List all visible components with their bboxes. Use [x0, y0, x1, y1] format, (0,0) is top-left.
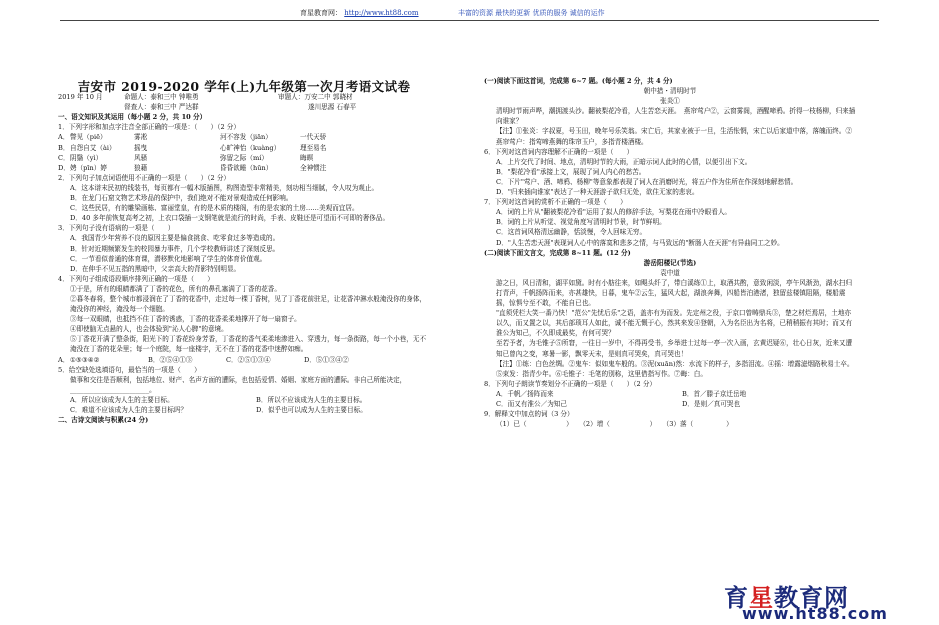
exam-proposer: 命题人：泰和三中 钟唯勇 — [124, 93, 199, 102]
question-line: ③每一双眼睛，也抵挡不住丁香的诱惑，丁香的花香柔柔地撑开了每一扇窗子。 — [70, 315, 301, 324]
question-line: A．词的上片从"翻被梨花冷看"运用了拟人的修辞手法，写梨花在雨中冷眼看人。 — [496, 208, 732, 217]
question-line: 【注】①练：白色丝绸。②鬼车：似如鬼车般的。③泥(xuān)然：水流下的样子，多指泪流。④摇：增露滤烟路秋易士卒。⑤束发：指青少年。⑥毛锥子：毛笔的别称，这里借指写作。⑦晦：白。 — [496, 359, 854, 378]
option-cell: B． — [58, 143, 70, 152]
option-cell: A． — [58, 133, 70, 142]
option-cell: C． — [58, 153, 70, 162]
option-cell: 全神惯注 — [300, 163, 327, 172]
exam-title: 吉安市 2019-2020 学年(上)九年级第一次月考语文试卷 — [77, 79, 411, 94]
watermark-logo — [700, 578, 930, 622]
option-cell: 弥留之际（mí） — [220, 153, 268, 162]
question-line: B．在龙门石窟文物艺术珍品的保护中，我们绝对不能对景观造成任何影响。 — [70, 194, 293, 203]
question-line: C．下片"莺户、酒、啼鸦、杨柳"等意象都表现了词人在消磨时光，将五户作为住所在作深刻地解愁情。 — [496, 177, 798, 186]
exam-date: 2019 年 10 月 — [58, 93, 103, 102]
question-line: ⑤丁香花开满了整条街，阳光下的丁香花纷身芳香，丁香花的香气柔柔地渗进入、穿透力，每一条街路，每一个小巷，无不淹没在丁香的花朵里；每一个庭院，每一座楼宇，无不在丁香的花香中迷醉如痴。 — [70, 335, 427, 354]
question-stem: 1．下列字形和加点字注音全部正确的一项是：（ ）（2 分） — [58, 123, 240, 132]
question-line: A．我国青少年营养不良的原因主要是偏食挑食、吃零食过多等造成的。 — [70, 234, 280, 243]
watermark-char-rest: 教育网 — [774, 584, 849, 612]
question-line: 【注】①张炎：字叔夏，号玉田，晚年号乐笑翁。宋亡后，其家业被于一旦，生活怅惘，宋亡以后家道中落，落魄而终。②燕帘莺户：指莺啼燕舞的珠帘玉户，多指青楼酒楼。 — [496, 127, 853, 146]
option-cell: A． — [58, 355, 70, 364]
option-cell: 狼藉 — [134, 163, 148, 172]
question-line: A．上片交代了时间、地点，清明时节的大雨，正暗示词人此时的心情，以便引出下文。 — [496, 157, 752, 166]
option-cell: 雾凇 — [134, 133, 148, 142]
question-line: C．这些民居，有的雕梁画栋、富丽堂皇，有的是木质的楼阁，有的是农家的土房……美观而宜居。 — [70, 204, 359, 213]
section-heading: 一、语文知识及其运用（每小题 2 分，共 10 分） — [58, 113, 207, 122]
site-link-line — [300, 8, 419, 18]
left-question-list — [58, 112, 430, 425]
exam-reviewer: 审题人：万安二中 郭晓材 — [278, 93, 353, 102]
option-row — [58, 153, 430, 163]
centered-line: 朝中措・清明时节 — [643, 87, 697, 96]
option-row — [58, 132, 430, 142]
question-stem: 2．下列句子加点词语使用不正确的一项是（ ）（2 分） — [58, 173, 231, 182]
passage-title: 游岳阳楼记(节选) — [643, 258, 697, 267]
right-question-list — [484, 76, 856, 429]
option-cell: 心旷神怡（kuàng） — [220, 143, 281, 152]
option-cell: B．②⑤④①③ — [148, 355, 193, 364]
watermark-url: www.ht88.com — [742, 604, 888, 623]
exam-supervisor: 督查人：泰和三中 严达群 — [124, 103, 199, 112]
option-cell: 晦暝 — [300, 153, 314, 162]
question-line: B．词的上片从听觉、视觉角度写清明时节景，时节鲜明。 — [496, 218, 666, 227]
header-slogan: 丰富的资源 最快的更新 优质的服务 诚信的运作 — [458, 9, 605, 17]
section-heading: (二)阅读下面文言文，完成第 8~11 题。(12 分) — [484, 248, 631, 257]
site-url-link[interactable]: http://www.ht88.com — [344, 9, 419, 17]
option-row — [58, 163, 430, 173]
centered-line: 张炎① — [660, 97, 680, 106]
question-line: C．一节看似普通的体育课，潜移默化地影响了学生的体育价值观。 — [70, 254, 267, 263]
option-cell: 一代天骄 — [300, 133, 327, 142]
option-cell: A．所以应该成为人生的主要目标。 — [70, 395, 174, 404]
option-cell: 瞥见（piē） — [70, 133, 107, 142]
section-heading: (一)阅读下面这首词，完成第 6~7 题。(每小题 2 分，共 4 分) — [484, 77, 673, 85]
option-cell: A．千帆／扬阵而来 — [496, 389, 554, 398]
exam-meta-row-2 — [58, 102, 430, 112]
question-stem: 6．下列对这首词内容理解不正确的一项是（ ） — [484, 147, 634, 156]
question-line: D．"人生苦恋天涯"表现词人心中的落寞和悲多之情，与马致远的"断肠人在天涯"有异曲同工之妙。 — [496, 238, 784, 247]
option-cell: C．②⑤①③④ — [226, 355, 271, 364]
question-stem: 7．下列对这首词的赏析不正确的一项是（ ） — [484, 198, 627, 207]
question-line: ④即使脑无点悬的人，也会体验到"沁人心脾"的意境。 — [70, 325, 228, 334]
question-line: 清明时节雨声哗，潮拥渡头沙。翻被梨花冷看，人生苦恋天涯。 燕帘莺户②，云窗雾阁，酒醒啼鸦。折得一枝杨柳，归来插向谁家？ — [496, 107, 856, 126]
question-line: C．这首词风格清远幽静，恬淡慢，令人回味无穷。 — [496, 228, 647, 237]
left-column — [58, 79, 430, 425]
option-row — [58, 395, 430, 405]
option-cell: D． — [58, 163, 70, 172]
exam-school2: 遂川思源 石春平 — [308, 103, 357, 112]
question-line: D．"归来插向谁家"表达了一种天涯游子欲归无处，欲住无家的悲哀。 — [496, 188, 699, 197]
question-stem: 9．解释文中加点的词（3 分） — [484, 410, 574, 419]
watermark-char-2: 星 — [749, 584, 774, 612]
question-line: （1）已（ ） （2）增（ ） （3）落（ ） — [496, 420, 733, 429]
question-line: ①于是，所有的眼睛都满了丁香的花色，所有的鼻孔塞满了丁香的花香。 — [70, 284, 281, 293]
option-row — [484, 389, 856, 399]
question-stem: 3．下列句子没有语病的一项是（ ） — [58, 224, 175, 233]
question-line: ②暮冬春将，整个城市都浸润在了丁香的花香中，走过每一棵丁香树，见了丁香花前驻足，让花香冲淋水般淹没你的身体，淹没你的神经，淹没每一个细胞。 — [70, 294, 427, 314]
option-cell: 昏昏欲睡（hūn） — [220, 163, 273, 172]
option-cell: B．所以不应该成为人生的主要目标。 — [256, 395, 367, 404]
option-cell: 自怨自艾（ài） — [70, 143, 116, 152]
question-line: A．这本谱末民初的线装书，每页都有一幅木版插图，构图造型非常精美，刻功相当细腻，令人叹为观止。 — [70, 183, 379, 192]
option-row — [484, 399, 856, 409]
option-cell: 娉（pīn）婷 — [70, 163, 107, 172]
question-stem: 8．下列句子朗读节奏划分不正确的一项是（ ）（2 分） — [484, 379, 657, 388]
option-cell: D．⑤①③④② — [304, 355, 349, 364]
option-row — [58, 405, 430, 415]
page-header — [0, 8, 939, 22]
option-cell: 理至易名 — [300, 143, 327, 152]
option-cell: C．而又有淮公／为知己 — [496, 400, 567, 408]
question-line: 游之日，风日清和，湖平如黛。时有小舫往来，如飓头纤了，带白溪练①上，取酒共酌，意致闲淡，亭午风渐劲，湖水扫归打青声，千帆扬阵而来，亦甚雄快，日暮，鬼车②云生，猛风大起，湖浪奔舞，四船皆泊港渚，独留兹楼镇阻隔，楼船震摇，惊惧兮至不敢，不能自已也。 — [496, 278, 853, 308]
section-heading: 二、古诗文阅读与积累(24 分) — [58, 416, 149, 425]
option-cell: D．似乎也可以成为人生的主要目标。 — [256, 406, 367, 414]
question-line: D．40 多年前恢复高考之初，上衣口袋插一支钢笔就是流行的时尚，手表、皮鞋还是可望而不可即的奢侈品。 — [70, 214, 390, 223]
right-column — [484, 76, 856, 429]
option-cell: 摇曳 — [134, 143, 148, 152]
question-line: B．"梨花冷看"承接上文，展现了词人内心的愁苦。 — [496, 167, 646, 176]
option-row — [58, 355, 430, 365]
question-line: "直须凭栏大笑一番乃快！"范公"先忧后乐"之语，盖亦有为而发。先定州之役，于京口曾畴鼎兵③，楚之材烂焉居，土地亦以久，而又置之以，其后部琐耳人如此，诚不能无慨于心，然其来发④登朝，入为名臣出为名将，已稍稍振有其时；而又有淮公为知己，不久即成最奖，有何可哭？ — [496, 309, 853, 338]
question-stem: 5．给空缺处选填语句，最恰当的一项是（ ） — [58, 365, 201, 374]
centered-line: 袁中道 — [660, 268, 680, 277]
question-stem: 4．下列句子组成语段顺序排列正确的一项是（ ） — [58, 274, 214, 283]
option-cell: ①⑤③④② — [70, 355, 100, 364]
option-cell: B．首／滕子京迁岳地 — [682, 389, 747, 398]
option-cell: 风骚 — [134, 153, 148, 162]
option-cell: C．难道不应该成为人生的主要目标吗？ — [70, 406, 188, 414]
question-line: 至若予者，为毛锥子⑤所窘，一往日一岁中，不得再受书，乡举进士过每一亭一次入画，玄黄迟疑⑥，壮心日灰，近来又遭知已曾內之变，寒暑一影，飘零天末，是则真可哭矣，真可哭也！ — [496, 339, 853, 358]
header-divider — [60, 20, 879, 21]
question-line: B．针对近期频繁发生的校园暴力事件，几个学校教师讲述了深刻反思。 — [70, 244, 280, 253]
option-row — [58, 143, 430, 153]
option-cell: D．是则／真可哭也 — [682, 400, 741, 408]
option-cell: 阴翳（yì） — [70, 153, 103, 162]
site-prefix: 育星教育网： — [300, 9, 342, 17]
option-cell: 河不容发（jiān） — [220, 133, 272, 142]
question-line: D．在伸手不见五指的黑暗中，父亲高大的背影特别明显。 — [70, 264, 241, 273]
watermark-char-1: 育 — [724, 584, 749, 612]
question-line: 做事和交往是吾顺利，包括地位、财产、名声方面的遭际，也包括爱情、婚姻、家庭方面的遭际。非自己所能决定，________________________。 — [70, 375, 407, 394]
